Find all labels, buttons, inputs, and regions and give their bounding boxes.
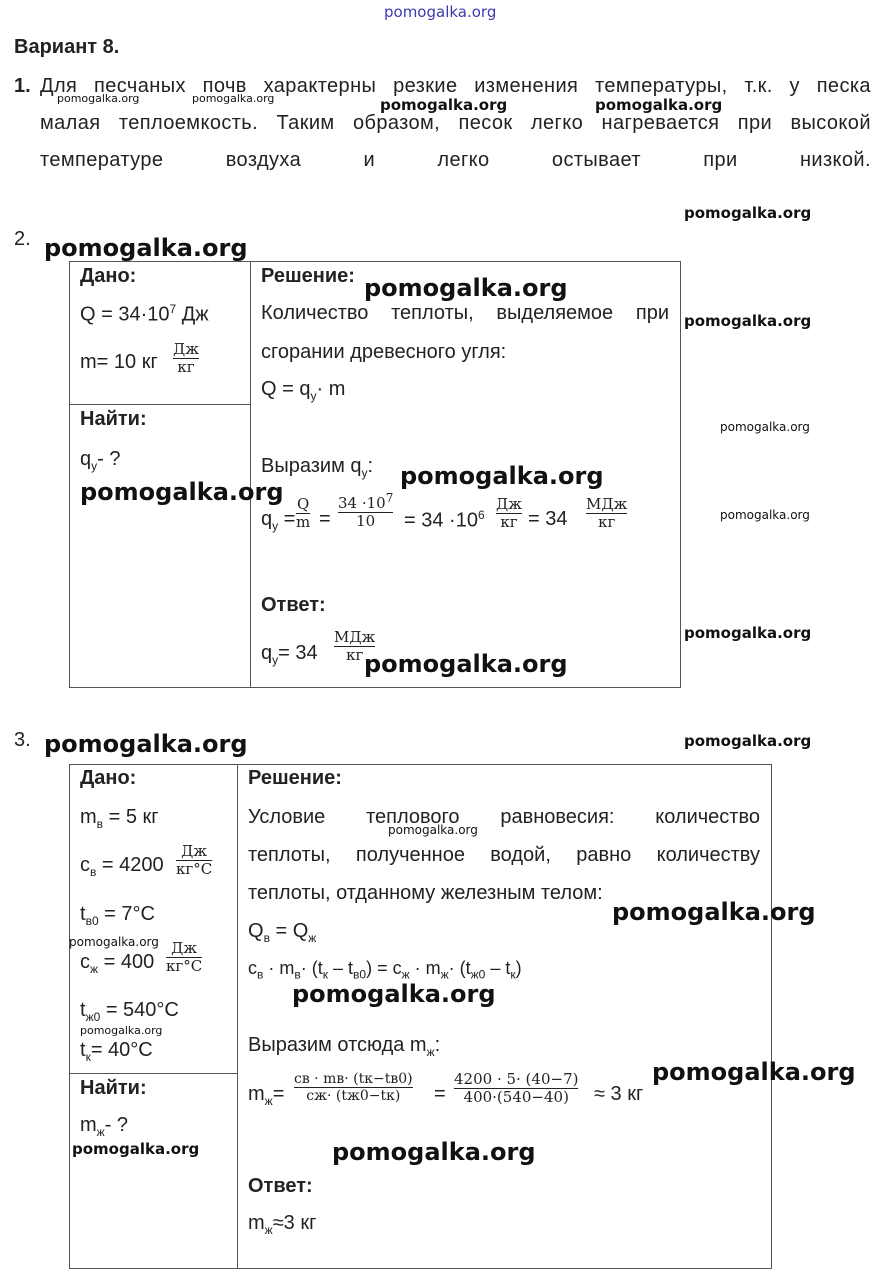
watermark: pomogalka.org [69, 935, 159, 949]
task3-express: Выразим отсюда $m_ж$: [248, 1034, 441, 1059]
task3-cz-frac: Дж кг°C [166, 939, 203, 976]
word: полученное [355, 844, 465, 866]
watermark: pomogalka.org [388, 823, 478, 837]
word: Условие [248, 806, 326, 828]
watermark: pomogalka.org [192, 92, 275, 105]
word: малая [40, 112, 101, 134]
watermark: pomogalka.org [44, 730, 248, 758]
task3-tv0: $t_{в0} = 7^\circ C$ [80, 903, 155, 928]
word: теплоты, [248, 844, 331, 866]
word: нагревается [601, 112, 720, 134]
task1-number: 1. [14, 75, 31, 97]
word: остывает [551, 149, 641, 171]
word: Таким [276, 112, 335, 134]
watermark: pomogalka.org [684, 312, 812, 330]
watermark: pomogalka.org [612, 898, 816, 926]
task1-line2 [40, 112, 871, 135]
word: песчаных [94, 75, 186, 97]
watermark: pomogalka.org [684, 204, 812, 222]
task2-find-label: Найти: [80, 408, 147, 430]
watermark: pomogalka.org [57, 92, 140, 105]
watermark: pomogalka.org [684, 732, 812, 750]
task1-line3 [40, 149, 871, 172]
watermark: pomogalka.org [380, 96, 508, 114]
task2-sol-line1 [261, 302, 669, 325]
watermark: pomogalka.org [80, 478, 284, 506]
task3-given-label: Дано: [80, 767, 137, 789]
task1-line1 [40, 75, 871, 98]
word: Для [40, 75, 78, 97]
task2-calc-frac3: Дж кг [496, 495, 522, 532]
task2-divider [250, 261, 251, 687]
watermark-top: pomogalka.org [384, 3, 497, 21]
task2-calc-frac2: $34 \cdot 10^7$ 10 [338, 491, 394, 531]
task3-tz0: $t_{ж0} = 540^\circ C$ [80, 999, 179, 1024]
task2-express: Выразим $q_у$: [261, 455, 374, 480]
task2-calc-q: $q_у$ = [261, 508, 296, 533]
word: при [635, 302, 669, 324]
task3-mv: $m_в = 5$ кг [80, 806, 159, 831]
task2-calc-mid: = $34 \cdot 10^6$ [404, 508, 485, 532]
task3-answer-label: Ответ: [248, 1175, 313, 1197]
task3-answer: $m_ж\approx 3$ кг [248, 1212, 317, 1237]
task2-given-label: Дано: [80, 265, 137, 287]
task3-cv-frac: Дж кг°C [176, 842, 213, 879]
word: высокой [790, 112, 871, 134]
word: воздуха [225, 149, 302, 171]
word: Количество [261, 302, 369, 324]
watermark: pomogalka.org [720, 420, 810, 434]
word: почв [202, 75, 247, 97]
word: при [703, 149, 738, 171]
task2-calc-frac1: Q m [296, 495, 311, 532]
task3-eq2: $c_в \cdot m_в\cdot (t_к - t_{в0}) = c_ж \cdot m_ж\cdot (t_{ж0} - t_к)$ [248, 958, 522, 982]
task2-number: 2. [14, 228, 31, 250]
word: и [363, 149, 376, 171]
task2-sol-formula: $Q = q_у\cdot m$ [261, 378, 346, 403]
watermark: pomogalka.org [595, 96, 723, 114]
task2-solution-label: Решение: [261, 265, 355, 287]
task2-calc-eq3: = 34 [528, 508, 568, 530]
word: изменения [474, 75, 579, 97]
task2-answer-label: Ответ: [261, 594, 326, 616]
task3-calc-frac2: 4200 · 5· (40−7) 400·(540−40) [454, 1070, 579, 1107]
word: у [789, 75, 800, 97]
task3-sol-line3: теплоты, отданному железным телом: [248, 882, 603, 904]
task3-tk: $t_к= 40^\circ C$ [80, 1039, 153, 1064]
task3-divider [237, 764, 238, 1268]
task2-calc-eq2: = [319, 508, 331, 530]
watermark: pomogalka.org [364, 274, 568, 302]
task3-sol-line2 [248, 844, 760, 867]
task2-divider-h [69, 404, 250, 405]
task2-sol-line2: сгорании древесного угля: [261, 341, 507, 363]
task3-divider-h [69, 1073, 237, 1074]
watermark: pomogalka.org [44, 234, 248, 262]
watermark: pomogalka.org [292, 980, 496, 1008]
watermark: pomogalka.org [684, 624, 812, 642]
word: количество [655, 806, 760, 828]
word: при [737, 112, 773, 134]
task3-solution-label: Решение: [248, 767, 342, 789]
watermark: pomogalka.org [72, 1140, 200, 1158]
watermark: pomogalka.org [652, 1058, 856, 1086]
word: теплового [366, 806, 460, 828]
task3-eq1: $Q_в = Q_ж$ [248, 920, 317, 945]
word: легко [437, 149, 490, 171]
task2-answer-frac: МДж кг [334, 628, 376, 665]
watermark: pomogalka.org [332, 1138, 536, 1166]
task3-calc-frac1: cв · mв· (tк−tв0) cж· (tж0−tк) [294, 1071, 413, 1105]
word: температуры, [595, 75, 728, 97]
task3-cv: $c_в = 4200$ [80, 854, 164, 879]
word: температуре [40, 149, 164, 171]
word: теплоты, [391, 302, 474, 324]
task3-calc-result: ≈ 3 кг [594, 1083, 644, 1105]
watermark: pomogalka.org [80, 1024, 163, 1037]
task2-given-m: m= 10 кг [80, 351, 158, 373]
word: образом, [352, 112, 441, 134]
watermark: pomogalka.org [364, 650, 568, 678]
task3-sol-line1 [248, 806, 760, 829]
task2-answer: $q_у= 34$ [261, 642, 318, 667]
word: песок [458, 112, 513, 134]
task2-given-q: $Q = 34\cdot 10^7$ Дж [80, 302, 209, 326]
word: резкие [393, 75, 458, 97]
watermark: pomogalka.org [720, 508, 810, 522]
task3-number: 3. [14, 729, 31, 751]
word: равно [576, 844, 632, 866]
task2-given-m-frac: Дж кг [173, 340, 199, 377]
task3-cz: $c_ж = 400$ [80, 951, 155, 976]
variant-title: Вариант 8. [14, 36, 120, 58]
word: характерны [263, 75, 377, 97]
task3-find-m: $m_ж-$ ? [80, 1114, 129, 1139]
word: выделяемое [496, 302, 614, 324]
word: количеству [656, 844, 760, 866]
word: песка [816, 75, 871, 97]
word: теплоемкость. [118, 112, 259, 134]
word: т.к. [744, 75, 773, 97]
task3-calc-m: $m_ж=$ [248, 1083, 285, 1108]
word: равновесия: [500, 806, 615, 828]
task3-calc-eq2: = [434, 1083, 446, 1105]
task2-calc-frac4: МДж кг [586, 495, 628, 532]
task3-find-label: Найти: [80, 1077, 147, 1099]
watermark: pomogalka.org [400, 462, 604, 490]
word: легко [530, 112, 584, 134]
word: водой, [490, 844, 551, 866]
task2-find-q: $q_у-$ ? [80, 448, 121, 473]
word: низкой. [799, 149, 871, 171]
